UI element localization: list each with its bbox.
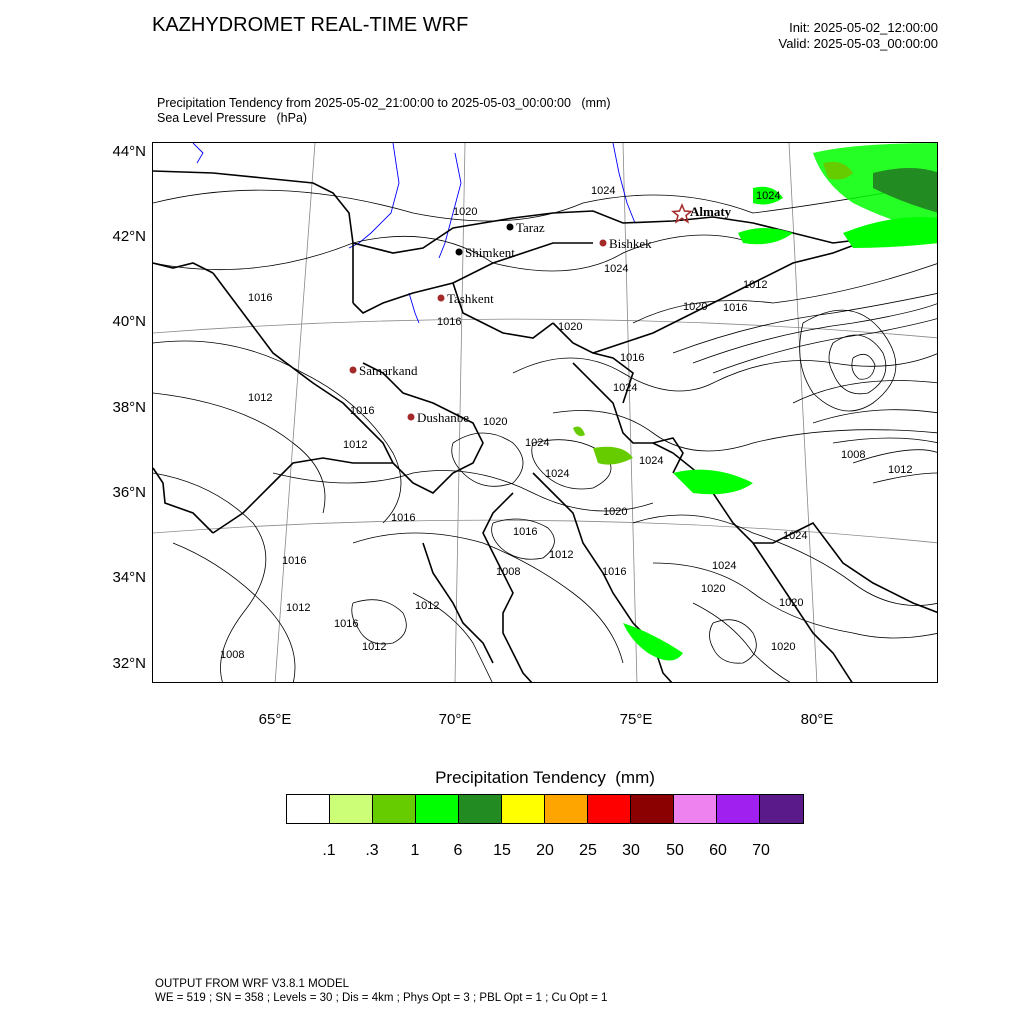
legend-swatch [459, 795, 502, 823]
isobar-label: 1016 [282, 555, 307, 567]
city-label-shimkent: Shimkent [465, 245, 515, 260]
legend-tick: 15 [493, 842, 511, 859]
city-label-samarkand: Samarkand [359, 363, 418, 378]
city-samarkand [350, 363, 418, 378]
isobar-label: 1012 [248, 392, 273, 404]
legend-swatch [287, 795, 330, 823]
isobar-label: 1024 [613, 382, 638, 394]
subtitle-slp: Sea Level Pressure (hPa) [157, 111, 308, 125]
isobar-label: 1020 [603, 506, 628, 518]
legend-swatch [717, 795, 760, 823]
lat-label-38n: 38°N [112, 399, 146, 416]
lat-label-42n: 42°N [112, 228, 146, 245]
legend-tick: .1 [322, 842, 336, 859]
legend-tick: 50 [666, 842, 684, 859]
legend-tick: .3 [365, 842, 379, 859]
city-dushanbe [408, 410, 470, 425]
isobar-label: 1016 [248, 292, 273, 304]
isobar-label: 1016 [620, 352, 645, 364]
isobar-label: 1016 [513, 526, 538, 538]
city-shimkent [456, 245, 516, 260]
isobar-label: 1012 [362, 641, 387, 653]
legend-tick: 70 [752, 842, 770, 859]
isobar-label: 1024 [712, 560, 737, 572]
legend-tick: 25 [579, 842, 597, 859]
legend-tick: 6 [453, 842, 463, 859]
lat-label-40n: 40°N [112, 313, 146, 330]
isobar-label: 1020 [683, 301, 708, 313]
isobar-label: 1020 [558, 321, 583, 333]
isobar-label: 1020 [701, 583, 726, 595]
country-boundaries [153, 171, 938, 683]
legend-title: Precipitation Tendency (mm) [435, 768, 655, 787]
isobar-label: 1016 [334, 618, 359, 630]
city-dot-icon [600, 240, 607, 247]
legend-swatch [760, 795, 803, 823]
graticule [153, 143, 938, 683]
isobar-label: 1016 [437, 316, 462, 328]
isobar-label: 1008 [220, 649, 245, 661]
isobar-label: 1020 [771, 641, 796, 653]
lat-label-36n: 36°N [112, 484, 146, 501]
lat-label-34n: 34°N [112, 569, 146, 586]
precipitation-field [573, 143, 938, 661]
legend-colorbar [286, 794, 804, 824]
isobar-label: 1020 [453, 206, 478, 218]
lon-label-65e: 65°E [258, 711, 292, 728]
city-dot-icon [438, 295, 445, 302]
isobar-label-group [220, 185, 912, 661]
legend-swatch [674, 795, 717, 823]
legend-tick: 60 [709, 842, 727, 859]
map-canvas [153, 143, 938, 683]
isobar-label: 1024 [545, 468, 570, 480]
legend-swatch [631, 795, 674, 823]
isobar-label: 1012 [888, 464, 913, 476]
footer-config: WE = 519 ; SN = 358 ; Levels = 30 ; Dis = 4km ; Phys Opt = 3 ; PBL Opt = 1 ; Cu Opt = 1 [155, 992, 608, 1004]
legend-tick: 30 [622, 842, 640, 859]
isobar-label: 1020 [483, 416, 508, 428]
isobar-label: 1024 [591, 185, 616, 197]
isobar-label: 1016 [350, 405, 375, 417]
legend-swatch [373, 795, 416, 823]
legend-tick: 20 [536, 842, 554, 859]
city-label-almaty: Almaty [690, 204, 732, 219]
city-bishkek [600, 236, 653, 251]
isobar-label: 1012 [415, 600, 440, 612]
map-panel [152, 142, 938, 683]
lat-label-44n: 44°N [112, 143, 146, 160]
legend-swatch [330, 795, 373, 823]
lon-label-80e: 80°E [800, 711, 834, 728]
city-label-taraz: Taraz [516, 220, 545, 235]
city-taraz [507, 220, 545, 235]
legend-swatch [502, 795, 545, 823]
isobar-label: 1024 [525, 437, 550, 449]
isobar-label: 1024 [756, 190, 781, 202]
isobar-label: 1020 [779, 597, 804, 609]
isobars [153, 183, 938, 683]
isobar-label: 1024 [604, 263, 629, 275]
isobar-label: 1024 [639, 455, 664, 467]
lon-label-70e: 70°E [438, 711, 472, 728]
isobar-label: 1012 [286, 602, 311, 614]
isobar-label: 1016 [602, 566, 627, 578]
isobar-label: 1024 [783, 530, 808, 542]
legend-swatch [416, 795, 459, 823]
legend-swatch [545, 795, 588, 823]
isobar-label: 1016 [723, 302, 748, 314]
city-dot-icon [408, 414, 415, 421]
city-dot-icon [456, 249, 463, 256]
city-dot-icon [507, 224, 514, 231]
isobar-label: 1008 [496, 566, 521, 578]
city-almaty [673, 204, 732, 222]
init-time: Init: 2025-05-02_12:00:00 [789, 20, 938, 35]
city-label-tashkent: Tashkent [447, 291, 494, 306]
city-tashkent [438, 291, 495, 306]
city-label-bishkek: Bishkek [609, 236, 652, 251]
isobar-label: 1008 [841, 449, 866, 461]
footer-model: OUTPUT FROM WRF V3.8.1 MODEL [155, 978, 350, 990]
isobar-label: 1012 [343, 439, 368, 451]
isobar-label: 1016 [391, 512, 416, 524]
main-title: KAZHYDROMET REAL-TIME WRF [152, 14, 469, 36]
legend-tick: 1 [410, 842, 420, 859]
city-label-dushanbe: Dushanbe [417, 410, 469, 425]
subtitle-precip: Precipitation Tendency from 2025-05-02_21:00:00 to 2025-05-03_00:00:00 (mm) [157, 96, 611, 110]
valid-time: Valid: 2025-05-03_00:00:00 [778, 36, 938, 51]
lon-label-75e: 75°E [619, 711, 653, 728]
legend-swatch [588, 795, 631, 823]
isobar-label: 1012 [549, 549, 574, 561]
isobar-label: 1012 [743, 279, 768, 291]
city-dot-icon [350, 367, 357, 374]
lat-label-32n: 32°N [112, 655, 146, 672]
